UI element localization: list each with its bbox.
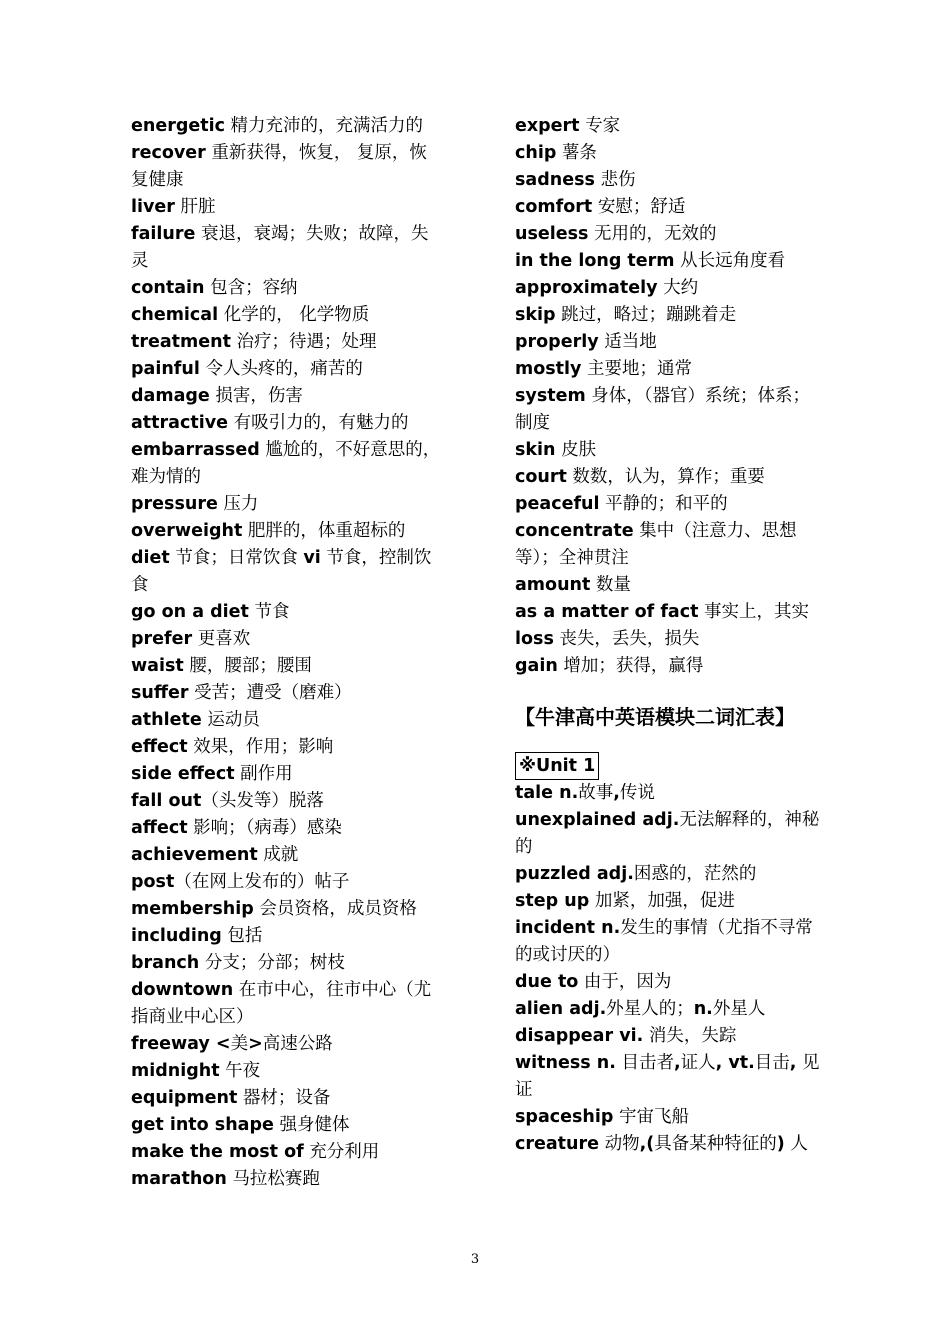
vocab-definition: 午夜 xyxy=(219,1061,261,1081)
vocab-term: tale xyxy=(515,783,554,803)
vocab-term: witness n. xyxy=(515,1053,616,1073)
vocab-term: vi xyxy=(303,548,321,568)
vocab-term: liver xyxy=(131,197,175,217)
vocab-definition: 适当地 xyxy=(598,332,657,352)
vocab-term: skip xyxy=(515,305,556,325)
vocab-entry xyxy=(515,861,820,888)
vocab-definition: 器材；设备 xyxy=(237,1088,331,1108)
vocab-term: sadness xyxy=(515,170,595,190)
vocab-definition: 包括 xyxy=(221,926,263,946)
vocab-definition: 衰退，衰竭；失败；故障，失灵 xyxy=(131,224,429,271)
vocab-entry xyxy=(131,1031,441,1058)
vocab-entry xyxy=(515,329,820,356)
vocab-entry xyxy=(515,1023,820,1050)
vocab-definition: 节食 xyxy=(248,602,290,622)
vocab-entry xyxy=(131,410,441,437)
vocab-term: gain xyxy=(515,656,558,676)
vocab-entry xyxy=(131,518,441,545)
vocab-definition: 包含；容纳 xyxy=(204,278,298,298)
vocab-definition: 节食；日常饮食 xyxy=(169,548,304,568)
vocab-entry xyxy=(131,329,441,356)
vocab-term: waist xyxy=(131,656,184,676)
vocab-definition: 故事 xyxy=(578,783,614,803)
vocab-definition: 美 xyxy=(230,1034,249,1054)
vocab-definition: 尴尬的，不好意思的，难为情的 xyxy=(131,440,441,487)
vocab-definition: 腰，腰部；腰围 xyxy=(183,656,312,676)
vocab-definition: 困惑的，茫然的 xyxy=(633,864,757,884)
vocab-term: equipment xyxy=(131,1088,238,1108)
vocab-entry xyxy=(131,788,441,815)
vocab-definition: 发生的事情（尤指不寻常的或讨厌的） xyxy=(515,918,813,965)
vocab-definition: 马拉松赛跑 xyxy=(226,1169,320,1189)
vocab-definition: 效果，作用；影响 xyxy=(187,737,334,757)
vocab-term: peaceful xyxy=(515,494,600,514)
vocab-definition: 大约 xyxy=(657,278,699,298)
vocab-entry xyxy=(131,923,441,950)
vocab-definition: 消失，失踪 xyxy=(643,1026,737,1046)
vocab-definition: 无法解释的，神秘的 xyxy=(515,810,820,857)
section-title: 【牛津高中英语模块二词汇表】 xyxy=(515,705,795,729)
vocab-definition: 令人头疼的，痛苦的 xyxy=(199,359,363,379)
vocab-definition: 传说 xyxy=(619,783,655,803)
vocab-term: n. xyxy=(553,783,579,803)
vocab-term: , xyxy=(789,1053,797,1073)
vocab-entry xyxy=(131,815,441,842)
page-number: 3 xyxy=(470,1252,480,1267)
vocab-term: incident xyxy=(515,918,596,938)
vocab-definition: 外星人 xyxy=(712,999,766,1019)
vocab-term: properly xyxy=(515,332,599,352)
vocab-term: overweight xyxy=(131,521,243,541)
vocab-definition: 节食，控制饮食 xyxy=(131,548,432,595)
vocab-entry xyxy=(131,275,441,302)
vocab-definition: 数量 xyxy=(590,575,631,595)
vocab-definition: 数数，认为，算作；重要 xyxy=(566,467,765,487)
vocab-definition: 精力充沛的，充满活力的 xyxy=(224,116,424,136)
vocab-definition: （头发等）脱落 xyxy=(201,791,324,811)
vocab-definition: 安慰；舒适 xyxy=(592,197,686,217)
vocab-term: due to xyxy=(515,972,579,992)
vocab-definition: 强身健体 xyxy=(273,1115,350,1135)
vocab-definition: 事实上，其实 xyxy=(698,602,810,622)
vocab-definition: 集中（注意力、思想等）；全神贯注 xyxy=(515,521,797,568)
vocab-definition: 皮肤 xyxy=(555,440,597,460)
vocab-term: mostly xyxy=(515,359,582,379)
vocab-definition: 悲伤 xyxy=(594,170,636,190)
vocab-term: loss xyxy=(515,629,554,649)
vocab-term: expert xyxy=(515,116,580,136)
vocab-definition: 主要地；通常 xyxy=(581,359,693,379)
vocab-term: make the most of xyxy=(131,1142,304,1162)
vocab-term: downtown xyxy=(131,980,234,1000)
vocab-definition: 增加；获得，赢得 xyxy=(557,656,704,676)
vocab-term: effect xyxy=(131,737,188,757)
vocab-entry xyxy=(515,599,820,626)
vocab-term: n. xyxy=(693,999,713,1019)
vocab-term: , xyxy=(673,1053,681,1073)
vocab-definition: 目击 xyxy=(754,1053,790,1073)
vocab-definition: 由于，因为 xyxy=(578,972,672,992)
vocab-definition: 更喜欢 xyxy=(192,629,251,649)
vocab-term: energetic xyxy=(131,116,225,136)
vocab-definition: 运动员 xyxy=(201,710,260,730)
vocab-term: damage xyxy=(131,386,210,406)
vocab-term: suffer xyxy=(131,683,189,703)
vocab-entry xyxy=(515,491,820,518)
vocab-term: get into shape xyxy=(131,1115,274,1135)
vocab-definition: 高速公路 xyxy=(262,1034,333,1054)
vocab-term: chip xyxy=(515,143,557,163)
vocab-term: alien xyxy=(515,999,564,1019)
vocab-term: branch xyxy=(131,953,200,973)
vocab-term: post xyxy=(131,872,175,892)
vocab-term: unexplained xyxy=(515,810,637,830)
vocab-definition: 人 xyxy=(784,1134,808,1154)
vocab-term: ) xyxy=(776,1134,785,1154)
vocab-definition: 动物 xyxy=(599,1134,640,1154)
vocab-entry xyxy=(131,653,441,680)
vocab-entry xyxy=(515,356,820,383)
vocab-entry xyxy=(131,437,441,491)
vocab-entry xyxy=(131,302,441,329)
vocab-entry xyxy=(131,707,441,734)
vocab-definition: 副作用 xyxy=(234,764,293,784)
vocab-entry xyxy=(131,1085,441,1112)
vocab-definition: 化学的， 化学物质 xyxy=(218,305,370,325)
vocab-term: adj. xyxy=(590,864,634,884)
vocab-term: painful xyxy=(131,359,200,379)
vocab-entry xyxy=(515,969,820,996)
unit-heading-row xyxy=(515,752,820,780)
vocab-entry xyxy=(515,915,820,969)
vocab-term: athlete xyxy=(131,710,202,730)
vocab-entry xyxy=(515,248,820,275)
vocab-term: adj. xyxy=(636,810,680,830)
vocab-term: puzzled xyxy=(515,864,591,884)
vocab-term: step up xyxy=(515,891,590,911)
vocab-term: fall out xyxy=(131,791,202,811)
vocab-term: marathon xyxy=(131,1169,227,1189)
vocab-entry xyxy=(515,437,820,464)
vocab-definition: 充分利用 xyxy=(303,1142,380,1162)
vocab-entry xyxy=(515,996,820,1023)
vocab-term: creature xyxy=(515,1134,600,1154)
left-column xyxy=(131,113,441,1193)
vocab-definition: 成就 xyxy=(257,845,299,865)
vocab-term: freeway < xyxy=(131,1034,231,1054)
vocab-term: , xyxy=(613,783,620,803)
vocab-term: failure xyxy=(131,224,196,244)
vocab-term: comfort xyxy=(515,197,593,217)
vocab-definition: 目击者 xyxy=(615,1053,674,1073)
vocab-definition: 具备某种特征的 xyxy=(654,1134,777,1154)
vocab-definition: 宇宙飞船 xyxy=(613,1107,689,1127)
vocab-term: adj. xyxy=(563,999,607,1019)
vocab-term: recover xyxy=(131,143,206,163)
vocab-entry xyxy=(131,356,441,383)
vocab-term: amount xyxy=(515,575,591,595)
vocab-definition: （在网上发布的）帖子 xyxy=(174,872,350,892)
vocab-entry xyxy=(515,888,820,915)
vocab-term: embarrassed xyxy=(131,440,260,460)
vocab-entry xyxy=(515,275,820,302)
vocab-term: side effect xyxy=(131,764,235,784)
vocab-definition: 损害，伤害 xyxy=(209,386,303,406)
vocab-term: ,( xyxy=(639,1134,655,1154)
vocab-entry xyxy=(131,1112,441,1139)
vocab-definition: 治疗；待遇；处理 xyxy=(230,332,377,352)
vocab-entry xyxy=(515,194,820,221)
vocab-entry xyxy=(131,734,441,761)
vocab-entry xyxy=(515,1050,820,1104)
vocab-term: disappear vi. xyxy=(515,1026,644,1046)
vocab-definition: 在市中心，往市中心（尤指商业中心区） xyxy=(131,980,432,1027)
vocab-term: attractive xyxy=(131,413,228,433)
vocab-entry xyxy=(515,1104,820,1131)
vocab-definition: 肝脏 xyxy=(174,197,216,217)
vocab-entry xyxy=(131,1166,441,1193)
vocab-definition: 压力 xyxy=(217,494,259,514)
vocab-entry xyxy=(131,626,441,653)
vocab-entry xyxy=(515,464,820,491)
vocab-entry xyxy=(131,599,441,626)
vocab-entry xyxy=(131,1058,441,1085)
vocab-definition: 平静的；和平的 xyxy=(599,494,728,514)
vocab-entry xyxy=(515,518,820,572)
vocab-term: as a matter of fact xyxy=(515,602,699,622)
vocab-definition: 分支；分部；树枝 xyxy=(199,953,345,973)
vocab-term: pressure xyxy=(131,494,218,514)
vocab-definition: 影响；（病毒）感染 xyxy=(187,818,342,838)
vocab-definition: 跳过，略过；蹦跳着走 xyxy=(555,305,737,325)
vocab-entry xyxy=(131,896,441,923)
vocab-entry xyxy=(515,302,820,329)
vocab-term: achievement xyxy=(131,845,258,865)
vocab-term: in the long term xyxy=(515,251,675,271)
vocab-entry xyxy=(515,140,820,167)
vocab-entry xyxy=(131,977,441,1031)
right-column xyxy=(515,113,820,1158)
vocab-entry xyxy=(131,491,441,518)
vocab-entry xyxy=(131,869,441,896)
vocab-entry xyxy=(515,113,820,140)
vocab-entry xyxy=(515,1131,820,1158)
vocab-term: affect xyxy=(131,818,188,838)
vocab-entry xyxy=(131,950,441,977)
vocab-term: n. xyxy=(595,918,621,938)
vocab-term: including xyxy=(131,926,222,946)
vocab-term: skin xyxy=(515,440,556,460)
vocab-entry xyxy=(515,653,820,680)
unit-label: ※Unit 1 xyxy=(515,752,599,780)
vocab-definition: 身体，（器官）系统；体系；制度 xyxy=(515,386,811,433)
vocab-entry xyxy=(515,780,820,807)
vocab-entry xyxy=(515,572,820,599)
vocab-definition: 重新获得，恢复， 复原，恢复健康 xyxy=(131,143,427,190)
vocab-definition: 从长远角度看 xyxy=(674,251,786,271)
vocab-term: chemical xyxy=(131,305,219,325)
vocab-entry xyxy=(515,167,820,194)
vocab-term: court xyxy=(515,467,567,487)
vocab-definition: 专家 xyxy=(579,116,621,136)
vocab-definition: 见证 xyxy=(515,1053,820,1100)
vocab-term: , vt. xyxy=(715,1053,755,1073)
vocab-entry xyxy=(131,383,441,410)
vocab-entry xyxy=(131,545,441,599)
vocab-entry xyxy=(131,140,441,194)
vocab-entry xyxy=(131,221,441,275)
vocab-definition: 无用的，无效的 xyxy=(588,224,717,244)
vocabulary-list-right xyxy=(515,113,820,680)
vocab-term: system xyxy=(515,386,586,406)
vocab-term: prefer xyxy=(131,629,193,649)
vocab-entry xyxy=(131,113,441,140)
vocab-definition: 外星人的； xyxy=(606,999,694,1019)
vocab-term: useless xyxy=(515,224,589,244)
vocab-term: contain xyxy=(131,278,205,298)
vocab-definition: 丧失，丢失，损失 xyxy=(553,629,700,649)
vocab-term: approximately xyxy=(515,278,658,298)
vocab-term: treatment xyxy=(131,332,231,352)
vocab-term: > xyxy=(248,1034,263,1054)
vocab-entry xyxy=(515,221,820,248)
vocab-entry xyxy=(131,1139,441,1166)
vocab-definition: 加紧，加强，促进 xyxy=(589,891,735,911)
vocab-term: concentrate xyxy=(515,521,634,541)
vocab-term: spaceship xyxy=(515,1107,614,1127)
vocabulary-list-unit1 xyxy=(515,780,820,1158)
vocab-definition: 有吸引力的，有魅力的 xyxy=(228,413,409,433)
vocab-term: go on a diet xyxy=(131,602,249,622)
vocab-entry xyxy=(515,383,820,437)
vocab-term: membership xyxy=(131,899,254,919)
vocab-entry xyxy=(515,626,820,653)
vocab-entry xyxy=(131,680,441,707)
vocab-definition: 会员资格，成员资格 xyxy=(253,899,417,919)
vocab-entry xyxy=(131,194,441,221)
vocab-term: diet xyxy=(131,548,170,568)
vocab-entry xyxy=(515,807,820,861)
vocab-entry xyxy=(131,842,441,869)
vocab-definition: 受苦；遭受（磨难） xyxy=(188,683,352,703)
vocab-entry xyxy=(131,761,441,788)
vocab-term: midnight xyxy=(131,1061,220,1081)
vocab-definition: 证人 xyxy=(680,1053,716,1073)
vocab-definition: 薯条 xyxy=(556,143,597,163)
vocab-definition: 肥胖的，体重超标的 xyxy=(242,521,406,541)
